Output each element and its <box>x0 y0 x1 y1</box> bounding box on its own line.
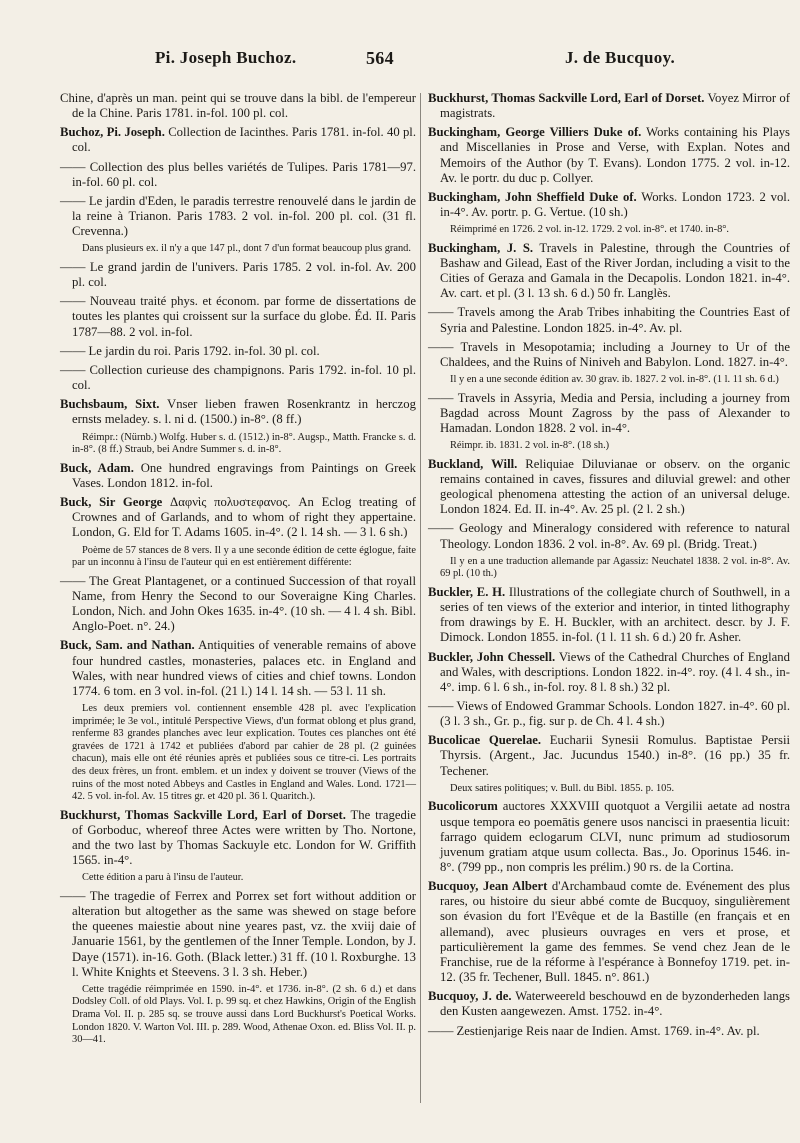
entry-text: Illustrations of the collegiate church of Southwell, in a series of ten views of the exterior and interior, in tinted lithography from drawings by E. H. Buckler, with an architect. descr. by J. F. Dimock. London 1855. in-fol. (1 l. 11 sh. 6 d.) 20 fr. Asher. <box>440 584 790 645</box>
bibliography-entry <box>428 391 790 436</box>
entry-text: Vnser lieben frawen Rosenkrantz in herczog ernsts meladey. s. l. ni d. (1500.) in-8°. (8 ff.) <box>72 397 416 427</box>
entry-text: Il y en a une traduction allemande par Agassiz: Neuchatel 1838. 2 vol. in-8°. Av. 69 pl. (10 th.) <box>440 555 790 580</box>
entry-text: —— Collection des plus belles variétés de Tulipes. Paris 1781—97. in-fol. 60 pl. col. <box>60 159 416 189</box>
entry-text: Works containing his Plays and Miscellanies in Prose and Verse, with Explan. Notes and Memoirs of the Author (by T. Evans). London 1775. 2 vol. in-12. Av. le portr. du duc p. Collyer. <box>440 125 790 185</box>
bibliography-entry <box>60 344 416 359</box>
entry-text: Les deux premiers vol. contiennent ensemble 428 pl. avec l'explication imprimée; le 3e vol., intitulé Perspective Views, d'un format oblong et plus grand, renferme 83 grandes planches avec leur explication. Toutes ces planches ont été gravées de 1721 à 1742 et publiées d'abord par cahier de 28 pl. (2 guinées chacun), mais elle ont été réunies après et publiées sous ce titre-ci. Les portraits des deux frères, un front. emblem. et un index y doivent se trouver (Views of the ruins of the most noted Abbeys and Castles in England and Wales. Lond. 1721—42. 5 vol. in-fol. Av. 15 titres gr. et 420 pl. 36 l. Quaritch.). <box>72 702 416 803</box>
entry-text: Collection de Iacinthes. Paris 1781. in-fol. 40 pl. col. <box>72 125 417 155</box>
entry-text: —— Le jardin du roi. Paris 1792. in-fol. 30 pl. col. <box>60 343 320 358</box>
bibliography-entry <box>428 733 790 778</box>
entry-heading: Buckhurst, Thomas Sackville Lord, Earl of Dorset. <box>60 807 346 822</box>
entry-text: —— Views of Endowed Grammar Schools. London 1827. in-4°. 60 pl. (3 l. 3 sh., Gr. p., fig. sur p. de Ch. 4 l. 4 sh.) <box>428 698 790 729</box>
bibliography-entry <box>428 521 790 551</box>
bibliography-entry <box>60 160 416 190</box>
page-number: 564 <box>366 48 394 68</box>
bibliography-entry <box>60 889 416 980</box>
entry-text: Réimprimé en 1726. 2 vol. in-12. 1729. 2 vol. in-8°. et 1740. in-8°. <box>450 224 730 236</box>
bibliography-entry <box>60 461 416 491</box>
bibliography-entry <box>60 397 416 427</box>
bibliography-entry <box>60 574 416 635</box>
entry-heading: Bucolicorum <box>428 799 498 814</box>
bibliography-note <box>60 432 416 457</box>
entry-heading: Buck, Adam. <box>60 460 134 475</box>
entry-heading: Buchsbaum, Sixt. <box>60 397 160 412</box>
entry-text: Eucharii Synesii Romulus. Baptistae Persii Thyrsis. (Argent., Jac. Jucundus 1540.) in-8°. (16 pp.) 35 fr. Techener. <box>440 733 790 778</box>
bibliography-note <box>60 703 416 804</box>
bibliography-entry <box>60 91 416 121</box>
entry-heading: Buckingham, J. S. <box>428 240 534 255</box>
entry-text: Réimpr. ib. 1831. 2 vol. in-8°. (18 sh.) <box>450 440 610 452</box>
entry-heading: Buckingham, George Villiers Duke of. <box>428 125 642 140</box>
bibliography-entry <box>428 340 790 370</box>
entry-heading: Buckler, John Chessell. <box>428 649 556 664</box>
entry-text: Views of the Cathedral Churches of England and Wales, with descriptions. London 1822. in-4°. roy. (4 l. 4 sh., in-4°. imp. 6 l. 6 sh., in-fol. roy. 8 l. 8 sh.) 32 pl. <box>440 649 790 694</box>
bibliography-entry <box>60 294 416 339</box>
bibliography-note <box>428 374 790 387</box>
header-left: Pi. Joseph Buchoz. <box>155 48 297 67</box>
entry-heading: Buckingham, John Sheffield Duke of. <box>428 189 637 204</box>
bibliography-entry <box>428 190 790 220</box>
bibliography-note <box>428 556 790 581</box>
bibliography-entry <box>428 585 790 646</box>
bibliography-entry <box>60 363 416 393</box>
bibliography-entry <box>428 125 790 186</box>
bibliography-entry <box>60 495 416 540</box>
bibliography-note <box>428 440 790 453</box>
entry-heading: Bucquoy, Jean Albert <box>428 879 548 894</box>
entry-text: Deux satires politiques; v. Bull. du Bibl. 1855. p. 105. <box>450 782 675 794</box>
entry-heading: Buck, Sam. and Nathan. <box>60 638 195 653</box>
entry-text: —— The Great Plantagenet, or a continued Succession of that royall Name, from Henry the Second to our Soveraigne King Charles. London, Nich. and John Okes 1635. in-4°. (10 sh. — 4 l. 4 sh. Bibl. Anglo-Poet. n°. 24.) <box>60 573 416 634</box>
right-column <box>428 91 790 1043</box>
bibliography-entry <box>428 799 790 875</box>
header-right: J. de Bucquoy. <box>565 48 676 67</box>
bibliography-note <box>60 984 416 1047</box>
bibliography-entry <box>428 457 790 518</box>
bibliography-note <box>60 872 416 885</box>
bibliography-entry <box>60 260 416 290</box>
bibliography-entry <box>428 241 790 302</box>
entry-text: Reliquiae Diluvianae or observ. on the organic remains contained in caves, fissures and diluvial grewel: and other geological phenomena attesting the action of an universal deluge. London 1824. Ed. II. in-4°. Av. 25 pl. (2 l. 2 sh.) <box>440 456 790 517</box>
entry-text: Cette tragédie réimprimée en 1590. in-4°. et 1736. in-8°. (2 sh. 6 d.) et dans Dodsley Coll. of old Plays. Vol. I. p. 99 sq. et chez Hawkins, Origin of the English Drama Vol. II. p. 285 sq. se trouve aussi dans Lord Buckhurst's Poetical Works. London 1820. V. Warton Vol. III. p. 289. Wood, Athenae Oxon. ed. Bliss Vol. II. p. 30—41. <box>72 983 416 1046</box>
entry-heading: Buckhurst, Thomas Sackville Lord, Earl of Dorset. <box>428 91 705 105</box>
entry-text: —— The tragedie of Ferrex and Porrex set fort without addition or alteration but altogether as the same was shewed on stage before the queenes maiestie about nine yeares past, vz. the xviij daie of Januarie 1561, by the gentlemen of the Inner Temple. London, by J. Daye (1571). in-16. Goth. (Black letter.) 31 ff. (10 l. Roxburghe. 13 l. White Knights et Steevens. 3 l. 3 sh. Heber.) <box>60 888 416 979</box>
entry-text: Poème de 57 stances de 8 vers. Il y a une seconde édition de cette églogue, faite par un inconnu à l'insu de l'auteur qui en est entièrement différente: <box>72 544 416 569</box>
entry-text: Cette édition a paru à l'insu de l'auteur. <box>82 872 244 884</box>
bibliography-entry <box>428 1024 790 1039</box>
entry-text: —— Travels among the Arab Tribes inhabiting the Countries East of Syria and Palestine. London 1825. in-4°. Av. pl. <box>428 305 790 335</box>
bibliography-entry <box>428 650 790 695</box>
bibliography-entry <box>428 989 790 1019</box>
bibliography-note <box>60 545 416 570</box>
entry-heading: Buckler, E. H. <box>428 584 506 599</box>
entry-text: Il y en a une seconde édition av. 30 grav. ib. 1827. 2 vol. in-8°. (1 l. 11 sh. 6 d.) <box>450 374 779 386</box>
entry-text: Réimpr.: (Nürnb.) Wolfg. Huber s. d. (1512.) in-8°. Augsp., Matth. Francke s. d. in-8°. (8 ff.) Straub, bei Andre Summer s. d. in-8°. <box>72 431 416 456</box>
entry-text: Waterweereld beschouwd en de byzonderheden langs den Kusten aangewezen. Amst. 1752. in-4°. <box>440 989 790 1019</box>
entry-text: —— Geology and Mineralogy considered with reference to natural Theology. London 1836. 2 vol. in-8°. Av. 69 pl. (Bridg. Treat.) <box>428 521 790 551</box>
entry-text: Chine, d'après un man. peint qui se trouve dans la bibl. de l'empereur de la Chine. Paris 1781. in-fol. 100 pl. col. <box>60 91 416 121</box>
left-column <box>60 91 416 1051</box>
running-header <box>60 48 760 78</box>
bibliography-entry <box>60 125 416 155</box>
bibliography-entry <box>428 879 790 985</box>
entry-text: auctores XXXVIII quotquot a Vergilii aetate ad nostra usque tempora eo poemātis genere usos nancisci in praesentia licuit: farrago quidem eclogarum CLVI, nunc primum ad studiosorum juvenum gratiam atque usum collecta. Bas., Jo. Oporinus 1546. in-8°. (799 pp., non compris les prélim.) 90 rs. de la Cortina. <box>440 799 790 874</box>
entry-text: Antiquities of venerable remains of above four hundred castles, monasteries, palaces etc. in England and Wales, with near hundred views of cities and chief towns. London 1774. 6 tom. en 3 vol. in-fol. (21 l.) 14 l. 14 sh. — 53 l. 11 sh. <box>72 638 416 698</box>
bibliography-entry <box>428 91 790 121</box>
entry-text: —— Collection curieuse des champignons. Paris 1792. in-fol. 10 pl. col. <box>60 362 416 393</box>
bibliography-note <box>428 783 790 796</box>
entry-heading: Bucolicae Querelae. <box>428 733 542 748</box>
entry-text: —— Le grand jardin de l'univers. Paris 1785. 2 vol. in-fol. Av. 200 pl. col. <box>60 260 416 290</box>
bibliography-note <box>428 224 790 237</box>
entry-heading: Bucquoy, J. de. <box>428 989 512 1004</box>
entry-text: —— Travels in Mesopotamia; including a Journey to Ur of the Chaldees, and the Ruins of Niniveh and Babylon. Lond. 1827. in-4°. <box>428 339 790 369</box>
bibliography-entry <box>60 808 416 869</box>
entry-heading: Buchoz, Pi. Joseph. <box>60 125 165 140</box>
bibliography-entry <box>60 638 416 699</box>
entry-text: —— Nouveau traité phys. et économ. par forme de dissertations de toutes les plantes qui croissent sur la surface du globe. Éd. II. Paris 1787—88. 2 vol. in-fol. <box>60 294 416 339</box>
entry-text: Dans plusieurs ex. il n'y a que 147 pl., dont 7 d'un format beaucoup plus grand. <box>82 243 411 255</box>
entry-text: Voyez Mirror of magistrats. <box>440 91 790 121</box>
entry-text: —— Travels in Assyria, Media and Persia, including a journey from Bagdad across Mount Zagross by the pass of Alexander to Hamadan. London 1828. 2 vol. in-4°. <box>428 390 790 435</box>
bibliography-entry <box>60 194 416 239</box>
entry-text: Travels in Palestine, through the Countries of Bashaw and Gilead, East of the River Jordan, including a visit to the Cities of Geraza and Gamala in the Decapolis. London 1821. in-4°. Av. cart. et pl. (3 l. 13 sh. 6 d.) 50 fr. Langlès. <box>440 240 791 301</box>
entry-text: d'Archambaud comte de. Evénement des plus rares, ou histoire du sieur abbé comte de Bucquoy, singulièrement son évasion du fort l'Evêque et de la Bastille (en français et en allemand), avec plusieurs ouvrages en vers et prose, et particulièrement la game des femmes. Se vend chez Jean de le Franchise, rue de la réforme à l'espérance à Bonnefoy 1719. pet. in-12. (35 fr. Techener, Bull. 1845. n°. 861.) <box>440 879 790 985</box>
entry-heading: Buck, Sir George <box>60 495 163 510</box>
entry-text: Δαφνὶς πολυστεφανος. An Eclog treating of Crownes and of Garlands, and to whom of right they appertaine. London, G. Eld for T. Adams 1605. in-4°. (2 l. 14 sh. — 3 l. 6 sh.) <box>72 495 416 540</box>
column-divider <box>420 93 421 1103</box>
entry-text: Works. London 1723. 2 vol. in-4°. Av. portr. p. G. Vertue. (10 sh.) <box>440 189 790 220</box>
entry-text: —— Zestienjarige Reis naar de Indien. Amst. 1769. in-4°. Av. pl. <box>428 1023 760 1038</box>
entry-heading: Buckland, Will. <box>428 456 518 471</box>
bibliography-note <box>60 243 416 256</box>
entry-text: The tragedie of Gorboduc, whereof three Actes were written by Tho. Nortone, and the two last by Thomas Sackuyle etc. London for W. Griffith 1565. in-4°. <box>72 807 416 868</box>
bibliography-entry <box>428 699 790 729</box>
entry-text: —— Le jardin d'Eden, le paradis terrestre renouvelé dans le jardin de la reine à Trianon. Paris 1783. 2 vol. in-fol. 200 pl. col. (31 fl. Crevenna.) <box>60 193 416 239</box>
bibliography-entry <box>428 305 790 335</box>
entry-text: One hundred engravings from Paintings on Greek Vases. London 1812. in-fol. <box>72 460 416 490</box>
